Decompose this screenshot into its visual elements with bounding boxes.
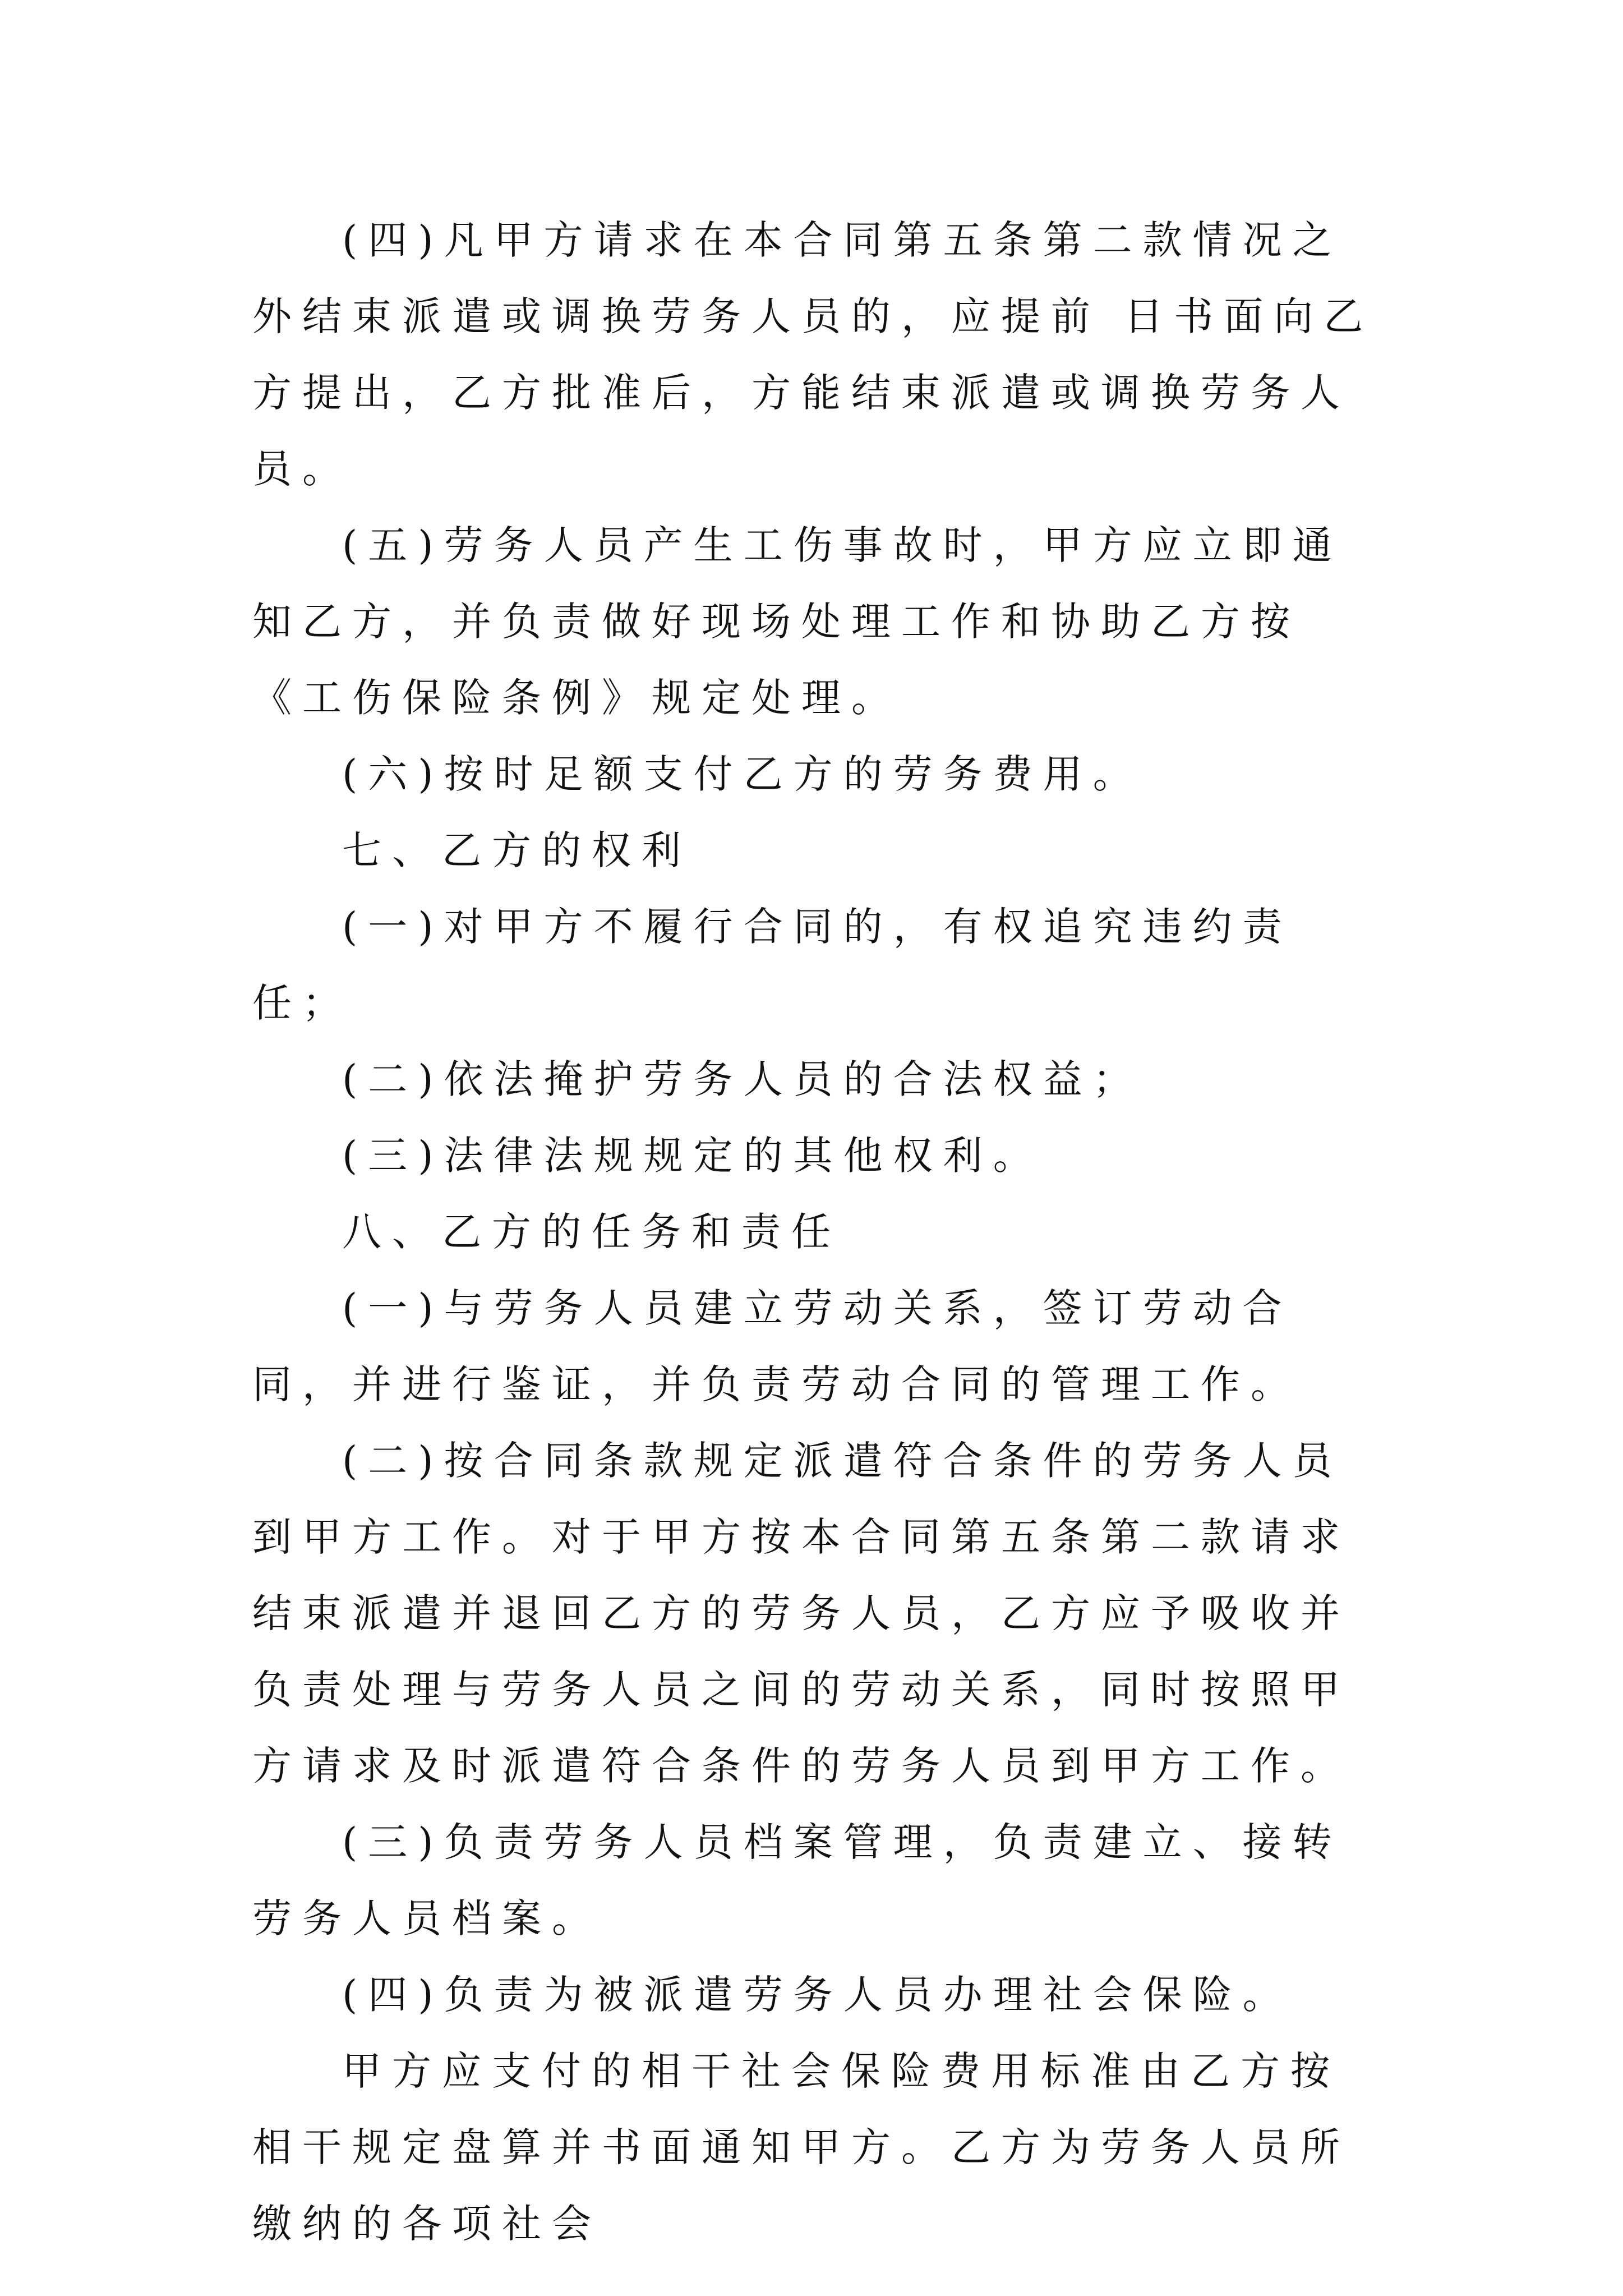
paragraph-insurance-fee: 甲方应支付的相干社会保险费用标准由乙方按相干规定盘算并书面通知甲方。乙方为劳务人员所缴纳的各项社会: [252, 2048, 1350, 2247]
section-heading-party-b-duties: 八、乙方的任务和责任: [342, 1209, 841, 1255]
paragraph-duty-1: (一)与劳务人员建立劳动关系，签订劳动合同，并进行鉴证，并负责劳动合同的管理工作。: [252, 1285, 1301, 1407]
paragraph-right-2: (二)依法掩护劳务人员的合法权益；: [342, 1056, 1143, 1102]
paragraph-pay-fees: (六)按时足额支付乙方的劳务费用。: [342, 751, 1143, 797]
section-heading-party-b-rights: 七、乙方的权利: [342, 827, 691, 873]
paragraph-duty-4: (四)负责为被派遣劳务人员办理社会保险。: [342, 1972, 1293, 2018]
paragraph-terminate-dispatch: (四)凡甲方请求在本合同第五条第二款情况之外结束派遣或调换劳务人员的，应提前 日书面向乙方提出，乙方批准后，方能结束派遣或调换劳务人员。: [252, 217, 1374, 492]
paragraph-duty-2: (二)按合同条款规定派遣符合条件的劳务人员到甲方工作。对于甲方按本合同第五条第二款请求结束派遣并退回乙方的劳务人员，乙方应予吸收并负责处理与劳务人员之间的劳动关系，同时按照甲方请求及时派遣符合条件的劳务人员到甲方工作。: [252, 1438, 1350, 1789]
paragraph-right-1: (一)对甲方不履行合同的，有权追究违约责任；: [252, 904, 1293, 1026]
paragraph-duty-3: (三)负责劳务人员档案管理，负责建立、接转劳务人员档案。: [252, 1819, 1343, 1941]
paragraph-right-3: (三)法律法规规定的其他权利。: [342, 1133, 1043, 1179]
document-body: [252, 202, 1374, 2262]
paragraph-work-injury: (五)劳务人员产生工伤事故时，甲方应立即通知乙方，并负责做好现场处理工作和协助乙方按《工伤保险条例》规定处理。: [252, 522, 1343, 721]
